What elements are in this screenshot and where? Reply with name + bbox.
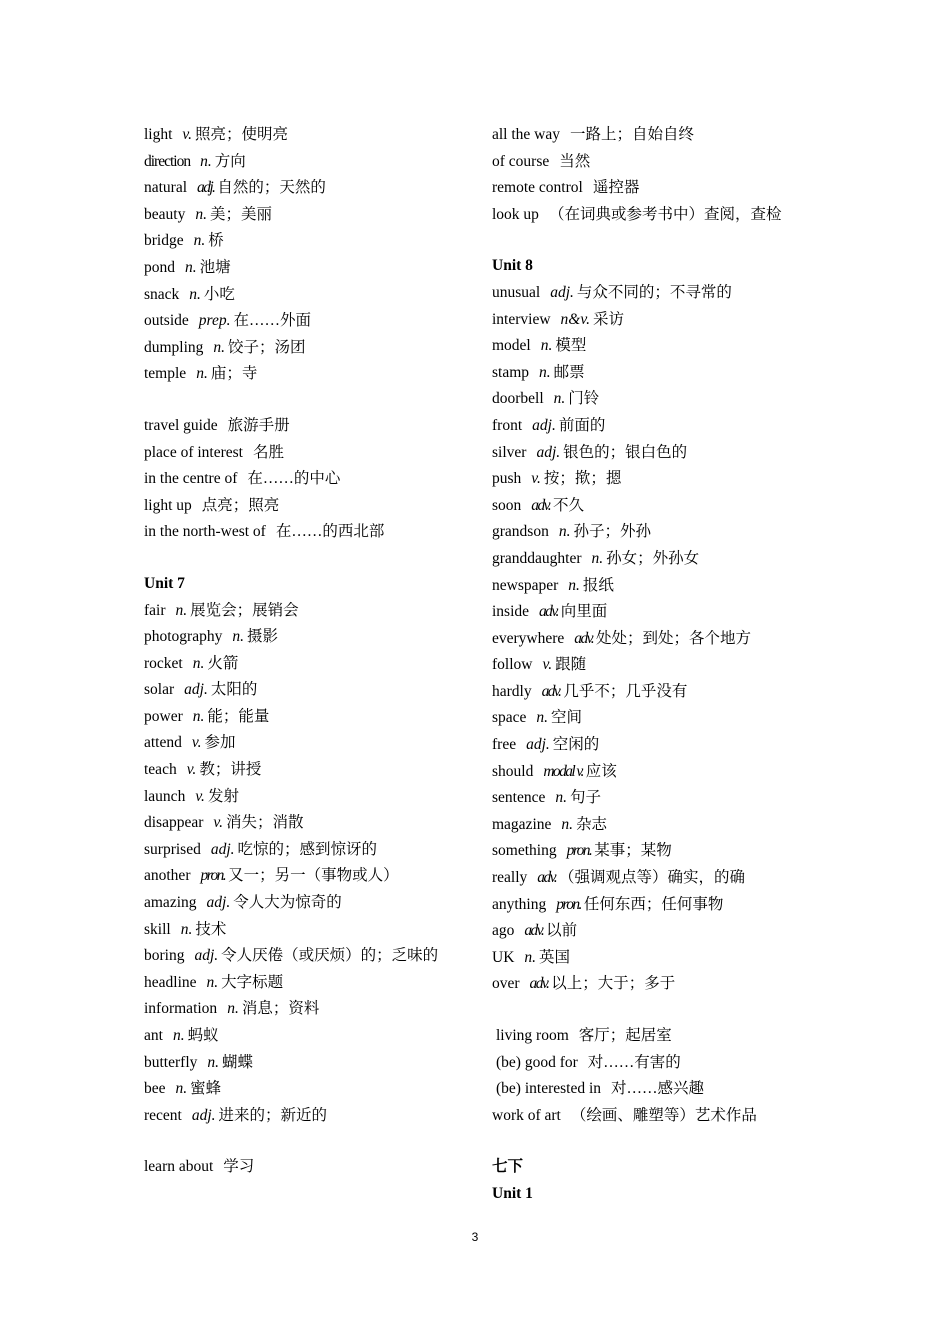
vocab-entry bbox=[492, 599, 822, 626]
entry-part-of-speech: v. bbox=[191, 734, 202, 752]
entry-meaning: 令人厌倦（或厌烦）的；乏味的 bbox=[221, 947, 439, 965]
phrase-entry bbox=[144, 519, 464, 546]
entry-part-of-speech: n. bbox=[213, 338, 226, 356]
entry-meaning: 池塘 bbox=[199, 258, 231, 276]
entry-part-of-speech: n. bbox=[185, 258, 197, 276]
entry-part-of-speech: modal v. bbox=[543, 762, 583, 780]
entry-part-of-speech: adv. bbox=[529, 975, 549, 993]
vocab-entry bbox=[492, 838, 822, 865]
entry-word: dumpling bbox=[144, 338, 204, 356]
entry-word: ant bbox=[144, 1027, 163, 1044]
entry-word: information bbox=[144, 1000, 218, 1018]
vocab-list-unit8 bbox=[492, 280, 822, 998]
entry-part-of-speech: adj. bbox=[550, 283, 574, 301]
entry-meaning: 在……的西北部 bbox=[275, 523, 385, 541]
vocab-entry bbox=[492, 679, 822, 706]
entry-part-of-speech: adj. bbox=[206, 894, 231, 912]
entry-word: grandson bbox=[492, 523, 549, 541]
entry-part-of-speech: n. bbox=[568, 576, 580, 594]
entry-part-of-speech: n. bbox=[193, 232, 206, 250]
vocab-entry bbox=[144, 624, 464, 651]
entry-meaning: 不久 bbox=[553, 496, 585, 514]
vocab-entry bbox=[144, 943, 464, 970]
entry-word: headline bbox=[144, 973, 197, 991]
vocab-entry bbox=[144, 704, 464, 731]
entry-word: bridge bbox=[144, 232, 184, 250]
entry-part-of-speech: n. bbox=[192, 654, 205, 672]
entry-meaning: 邮票 bbox=[553, 363, 585, 381]
vocab-entry bbox=[144, 677, 464, 704]
entry-part-of-speech: adv. bbox=[537, 869, 557, 887]
entry-meaning: 处处；到处；各个地方 bbox=[596, 629, 752, 647]
entry-word: direction bbox=[144, 152, 191, 170]
entry-word: surprised bbox=[144, 840, 201, 858]
entry-part-of-speech: adj. bbox=[210, 840, 235, 858]
entry-meaning: 桥 bbox=[208, 232, 224, 250]
vocab-entry bbox=[492, 466, 822, 493]
entry-meaning: 空闲的 bbox=[552, 736, 600, 754]
entry-meaning: 门铃 bbox=[568, 390, 600, 408]
entry-word: snack bbox=[144, 285, 180, 303]
entry-meaning: 蚂蚁 bbox=[187, 1027, 219, 1044]
entry-word: interview bbox=[492, 310, 551, 328]
phrase-entry bbox=[144, 413, 464, 440]
entry-word: another bbox=[144, 867, 191, 885]
entry-part-of-speech: n. bbox=[180, 920, 193, 938]
entry-part-of-speech: n. bbox=[192, 707, 205, 725]
vocab-entry bbox=[492, 440, 822, 467]
entry-meaning: 吃惊的；感到惊讶的 bbox=[237, 840, 378, 858]
phrase-entry bbox=[492, 202, 822, 229]
entry-meaning: 与众不同的；不寻常的 bbox=[576, 283, 732, 301]
unit-heading: Unit 7 bbox=[144, 574, 185, 592]
entry-word: power bbox=[144, 707, 183, 725]
vocab-entry bbox=[144, 361, 464, 388]
vocab-entry bbox=[492, 307, 822, 334]
vocab-entry bbox=[492, 386, 822, 413]
entry-meaning: 又一；另一（事物或人） bbox=[228, 867, 399, 885]
entry-part-of-speech: n. bbox=[524, 948, 537, 966]
entry-word: fair bbox=[144, 601, 166, 619]
entry-word: inside bbox=[492, 603, 530, 621]
entry-meaning: 照亮；使明亮 bbox=[195, 126, 289, 143]
entry-word: photography bbox=[144, 628, 223, 646]
vocab-entry bbox=[144, 228, 464, 255]
right-column bbox=[492, 122, 822, 1208]
unit-heading: Unit 1 bbox=[492, 1184, 533, 1202]
entry-meaning: 小吃 bbox=[203, 285, 235, 303]
entry-part-of-speech: n. bbox=[555, 789, 567, 807]
entry-word: recent bbox=[144, 1106, 182, 1124]
vocab-entry bbox=[492, 360, 822, 387]
entry-word: soon bbox=[492, 496, 522, 514]
entry-meaning: 以上；大于；多于 bbox=[551, 975, 676, 993]
phrase-entry bbox=[144, 1154, 464, 1181]
phrase-entry bbox=[144, 493, 464, 520]
entry-word: (be) good for bbox=[496, 1053, 578, 1071]
vocab-entry bbox=[144, 757, 464, 784]
entry-word: unusual bbox=[492, 283, 541, 301]
entry-part-of-speech: v. bbox=[186, 761, 197, 779]
entry-meaning: 旅游手册 bbox=[227, 416, 290, 434]
vocab-list-unit6 bbox=[144, 122, 464, 388]
entry-part-of-speech: n. bbox=[540, 337, 553, 355]
entry-word: attend bbox=[144, 734, 182, 752]
entry-meaning: 向里面 bbox=[560, 603, 608, 621]
entry-part-of-speech: n. bbox=[200, 152, 212, 170]
entry-meaning: 孙女；外孙女 bbox=[606, 549, 700, 567]
entry-word: really bbox=[492, 869, 528, 887]
vocab-entry bbox=[492, 546, 822, 573]
vocab-entry bbox=[492, 413, 822, 440]
vocab-entry bbox=[492, 493, 822, 520]
entry-part-of-speech: pron. bbox=[566, 842, 592, 860]
entry-word: something bbox=[492, 842, 557, 860]
entry-word: light bbox=[144, 126, 173, 143]
entry-word: light up bbox=[144, 496, 192, 514]
entry-word: free bbox=[492, 736, 517, 754]
vocab-entry bbox=[492, 945, 822, 972]
entry-part-of-speech: n. bbox=[206, 973, 219, 991]
entry-word: all the way bbox=[492, 126, 561, 143]
entry-part-of-speech: adv. bbox=[531, 496, 551, 514]
entry-meaning: 摄影 bbox=[246, 628, 278, 646]
entry-meaning: 任何东西；任何事物 bbox=[583, 895, 724, 913]
entry-meaning: 按；揿；摁 bbox=[543, 470, 622, 488]
phrase-entry bbox=[492, 1076, 822, 1103]
entry-meaning: 发射 bbox=[207, 787, 239, 805]
entry-word: newspaper bbox=[492, 576, 559, 594]
entry-meaning: 杂志 bbox=[576, 815, 608, 833]
vocab-entry bbox=[492, 519, 822, 546]
entry-meaning: 点亮；照亮 bbox=[201, 496, 280, 514]
entry-word: stamp bbox=[492, 363, 530, 381]
unit-heading: Unit 8 bbox=[492, 257, 533, 275]
entry-meaning: 前面的 bbox=[558, 416, 606, 434]
entry-part-of-speech: n. bbox=[172, 1027, 185, 1044]
entry-meaning: 方向 bbox=[214, 152, 246, 170]
entry-word: work of art bbox=[492, 1106, 561, 1124]
entry-part-of-speech: n. bbox=[539, 363, 551, 381]
entry-word: in the centre of bbox=[144, 470, 238, 488]
entry-word: outside bbox=[144, 312, 189, 330]
entry-word: solar bbox=[144, 681, 175, 699]
vocab-entry bbox=[144, 122, 464, 149]
vocab-entry bbox=[144, 651, 464, 678]
left-column bbox=[144, 122, 464, 1181]
entry-meaning: 一路上；自始自终 bbox=[570, 126, 695, 143]
entry-meaning: 以前 bbox=[546, 922, 578, 940]
entry-meaning: 采访 bbox=[592, 310, 624, 328]
vocab-entry bbox=[144, 255, 464, 282]
entry-meaning: 进来的；新近的 bbox=[218, 1106, 328, 1124]
entry-part-of-speech: n. bbox=[558, 523, 571, 541]
vocab-entry bbox=[492, 785, 822, 812]
entry-meaning: 火箭 bbox=[207, 654, 239, 672]
vocab-entry bbox=[144, 308, 464, 335]
entry-word: of course bbox=[492, 152, 550, 170]
phrase-entry bbox=[492, 175, 822, 202]
entry-part-of-speech: n. bbox=[553, 390, 566, 408]
entry-word: model bbox=[492, 337, 531, 355]
entry-word: pond bbox=[144, 258, 175, 276]
entry-meaning: 自然的；天然的 bbox=[217, 179, 326, 197]
entry-part-of-speech: adj. bbox=[194, 947, 219, 965]
vocab-entry bbox=[144, 1023, 464, 1050]
entry-meaning: 应该 bbox=[585, 762, 617, 780]
entry-meaning: 在……外面 bbox=[233, 312, 312, 330]
entry-meaning: 某事；某物 bbox=[594, 842, 672, 860]
entry-meaning: 句子 bbox=[569, 789, 601, 807]
entry-part-of-speech: v. bbox=[542, 656, 553, 674]
entry-word: hardly bbox=[492, 682, 532, 700]
entry-meaning: （在词典或参考书中）查阅，查检 bbox=[548, 205, 782, 223]
entry-meaning: 英国 bbox=[539, 948, 571, 966]
vocab-entry bbox=[144, 970, 464, 997]
vocab-entry bbox=[144, 202, 464, 229]
entry-word: front bbox=[492, 416, 523, 434]
vocab-entry bbox=[492, 333, 822, 360]
entry-word: silver bbox=[492, 443, 527, 461]
entry-meaning: 能；能量 bbox=[207, 707, 270, 725]
phrase-list-unit8 bbox=[492, 1023, 822, 1129]
entry-part-of-speech: v. bbox=[531, 470, 541, 488]
phrase-entry bbox=[492, 1050, 822, 1077]
vocab-entry bbox=[492, 652, 822, 679]
entry-part-of-speech: adv. bbox=[574, 629, 594, 647]
entry-word: learn about bbox=[144, 1158, 214, 1176]
entry-word: UK bbox=[492, 948, 515, 966]
entry-word: disappear bbox=[144, 814, 204, 832]
entry-meaning: 报纸 bbox=[582, 576, 614, 594]
vocab-entry bbox=[492, 573, 822, 600]
entry-part-of-speech: adj. bbox=[536, 443, 561, 461]
entry-part-of-speech: n. bbox=[536, 709, 549, 727]
entry-meaning: 消失；消散 bbox=[226, 814, 304, 832]
entry-word: sentence bbox=[492, 789, 546, 807]
phrase-entry bbox=[492, 1023, 822, 1050]
entry-word: butterfly bbox=[144, 1053, 198, 1071]
entry-word: granddaughter bbox=[492, 549, 582, 567]
vocab-entry bbox=[492, 971, 822, 998]
entry-word: travel guide bbox=[144, 416, 218, 434]
phrase-entry bbox=[144, 440, 464, 467]
entry-part-of-speech: n. bbox=[175, 1080, 188, 1098]
entry-word: beauty bbox=[144, 205, 186, 223]
entry-meaning: 当然 bbox=[559, 152, 591, 170]
entry-word: should bbox=[492, 762, 534, 780]
vocab-entry bbox=[144, 282, 464, 309]
entry-word: everywhere bbox=[492, 629, 565, 647]
entry-meaning: 技术 bbox=[195, 920, 227, 938]
entry-word: amazing bbox=[144, 894, 197, 912]
entry-word: over bbox=[492, 975, 520, 993]
phrase-list-unit6 bbox=[144, 413, 464, 546]
entry-word: space bbox=[492, 709, 527, 727]
phrase-entry bbox=[492, 122, 822, 149]
entry-meaning: 大字标题 bbox=[221, 973, 284, 991]
vocab-entry bbox=[144, 810, 464, 837]
entry-part-of-speech: v. bbox=[195, 787, 205, 805]
entry-word: doorbell bbox=[492, 390, 544, 408]
entry-word: ago bbox=[492, 922, 515, 940]
entry-word: boring bbox=[144, 947, 185, 965]
entry-word: magazine bbox=[492, 815, 552, 833]
vocab-entry bbox=[144, 598, 464, 625]
entry-part-of-speech: n&v. bbox=[560, 310, 590, 328]
entry-word: living room bbox=[496, 1027, 569, 1044]
entry-part-of-speech: v. bbox=[182, 126, 193, 143]
vocab-entry bbox=[144, 149, 464, 176]
entry-part-of-speech: n. bbox=[591, 549, 604, 567]
grade-heading: 七下 bbox=[492, 1158, 524, 1176]
entry-meaning: 美；美丽 bbox=[209, 205, 272, 223]
entry-part-of-speech: v. bbox=[213, 814, 223, 832]
entry-word: follow bbox=[492, 656, 533, 674]
entry-meaning: 教；讲授 bbox=[199, 761, 262, 779]
entry-part-of-speech: adj. bbox=[526, 736, 550, 754]
entry-word: launch bbox=[144, 787, 186, 805]
phrase-entry bbox=[144, 466, 464, 493]
vocab-entry bbox=[492, 892, 822, 919]
vocab-entry bbox=[144, 890, 464, 917]
entry-word: natural bbox=[144, 179, 188, 197]
entry-meaning: 空间 bbox=[551, 709, 583, 727]
vocab-entry bbox=[492, 759, 822, 786]
entry-part-of-speech: adj. bbox=[191, 1106, 216, 1124]
entry-part-of-speech: n. bbox=[196, 365, 208, 383]
vocab-entry bbox=[144, 996, 464, 1023]
entry-meaning: 饺子；汤团 bbox=[228, 338, 306, 356]
entry-meaning: 对……有害的 bbox=[587, 1053, 681, 1071]
vocab-entry bbox=[144, 1103, 464, 1130]
vocab-entry bbox=[144, 784, 464, 811]
entry-meaning: 参加 bbox=[204, 734, 236, 752]
entry-meaning: 蜜蜂 bbox=[190, 1080, 222, 1098]
vocab-entry bbox=[492, 812, 822, 839]
phrase-entry bbox=[492, 149, 822, 176]
entry-part-of-speech: pron. bbox=[556, 895, 581, 913]
vocab-list-unit7 bbox=[144, 598, 464, 1130]
entry-meaning: 展览会；展销会 bbox=[190, 601, 299, 619]
phrase-list-unit7-continued bbox=[492, 122, 822, 228]
entry-part-of-speech: n. bbox=[195, 205, 207, 223]
vocab-entry bbox=[492, 705, 822, 732]
entry-word: bee bbox=[144, 1080, 166, 1098]
vocab-entry bbox=[144, 730, 464, 757]
entry-word: place of interest bbox=[144, 443, 243, 461]
vocab-entry bbox=[492, 280, 822, 307]
entry-meaning: 对……感兴趣 bbox=[611, 1080, 705, 1098]
entry-meaning: 客厅；起居室 bbox=[578, 1027, 672, 1044]
entry-meaning: 庙；寺 bbox=[210, 365, 258, 383]
vocab-entry bbox=[144, 335, 464, 362]
entry-meaning: 跟随 bbox=[555, 656, 587, 674]
entry-meaning: 在……的中心 bbox=[247, 470, 341, 488]
entry-meaning: 遥控器 bbox=[592, 179, 640, 197]
entry-part-of-speech: adj. bbox=[197, 179, 215, 197]
entry-word: remote control bbox=[492, 179, 583, 197]
vocab-entry bbox=[144, 917, 464, 944]
entry-meaning: 几乎不；几乎没有 bbox=[563, 682, 688, 700]
phrase-entry bbox=[492, 1103, 822, 1130]
entry-part-of-speech: n. bbox=[227, 1000, 239, 1018]
page-number: 3 bbox=[471, 1230, 479, 1244]
vocab-entry bbox=[492, 865, 822, 892]
entry-word: (be) interested in bbox=[496, 1080, 602, 1098]
vocab-entry bbox=[144, 1076, 464, 1103]
entry-meaning: 蝴蝶 bbox=[222, 1053, 254, 1071]
entry-part-of-speech: pron. bbox=[200, 867, 226, 885]
entry-meaning: 消息；资料 bbox=[241, 1000, 320, 1018]
entry-part-of-speech: adv. bbox=[541, 682, 561, 700]
entry-meaning: 名胜 bbox=[252, 443, 284, 461]
entry-meaning: 模型 bbox=[555, 337, 587, 355]
entry-meaning: 孙子；外孙 bbox=[573, 523, 651, 541]
entry-part-of-speech: n. bbox=[189, 285, 201, 303]
entry-meaning: 令人大为惊奇的 bbox=[233, 894, 342, 912]
entry-part-of-speech: n. bbox=[561, 815, 574, 833]
entry-word: anything bbox=[492, 895, 547, 913]
entry-part-of-speech: n. bbox=[175, 601, 188, 619]
entry-part-of-speech: n. bbox=[232, 628, 244, 646]
vocab-entry bbox=[144, 837, 464, 864]
entry-meaning: 银色的；银白色的 bbox=[563, 443, 688, 461]
entry-part-of-speech: adv. bbox=[524, 922, 544, 940]
entry-part-of-speech: adv. bbox=[539, 603, 558, 621]
vocab-entry bbox=[492, 626, 822, 653]
entry-meaning: 学习 bbox=[223, 1158, 255, 1176]
entry-word: teach bbox=[144, 761, 177, 779]
vocab-entry bbox=[492, 918, 822, 945]
vocab-entry bbox=[144, 863, 464, 890]
vocab-entry bbox=[144, 175, 464, 202]
vocab-entry bbox=[144, 1050, 464, 1077]
entry-meaning: （强调观点等）确实，的确 bbox=[559, 869, 746, 887]
vocab-entry bbox=[492, 732, 822, 759]
entry-word: temple bbox=[144, 365, 187, 383]
entry-part-of-speech: prep. bbox=[198, 312, 231, 330]
entry-word: skill bbox=[144, 920, 171, 938]
entry-word: in the north-west of bbox=[144, 523, 266, 541]
entry-word: push bbox=[492, 470, 522, 488]
entry-part-of-speech: n. bbox=[207, 1053, 219, 1071]
entry-part-of-speech: adj. bbox=[532, 416, 556, 434]
entry-meaning: 太阳的 bbox=[210, 681, 258, 699]
entry-word: rocket bbox=[144, 654, 183, 672]
phrase-list-unit7 bbox=[144, 1154, 464, 1181]
entry-meaning: （绘画、雕塑等）艺术作品 bbox=[570, 1106, 757, 1124]
entry-word: look up bbox=[492, 205, 539, 223]
entry-part-of-speech: adj. bbox=[184, 681, 208, 699]
